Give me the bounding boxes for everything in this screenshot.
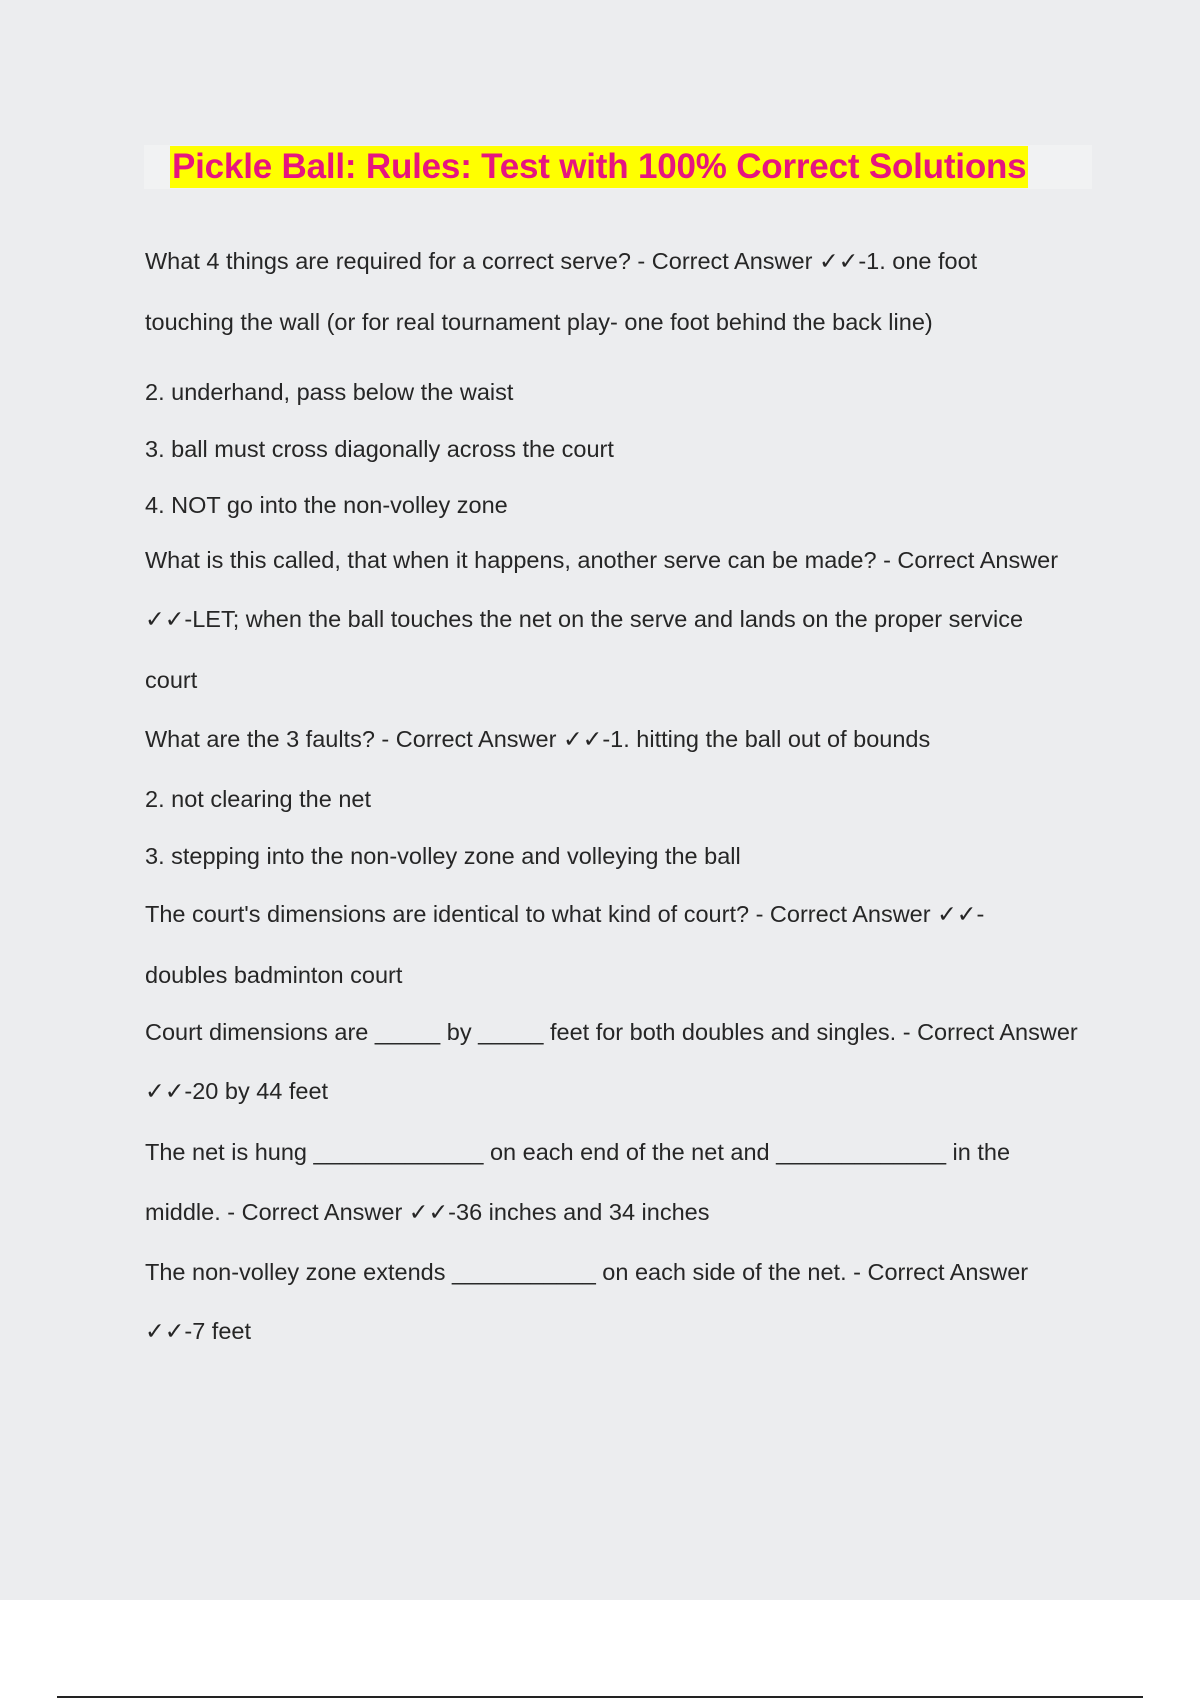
- text-line: ✓✓-7 feet: [145, 1318, 252, 1344]
- text-line: Court dimensions are _____ by _____ feet for both doubles and singles. - Correct Answer: [145, 1019, 1078, 1045]
- text-line: 2. underhand, pass below the waist: [145, 379, 514, 405]
- text-line: What 4 things are required for a correct serve? - Correct Answer ✓✓-1. one foot: [145, 248, 978, 274]
- text-line: 4. NOT go into the non-volley zone: [145, 492, 508, 518]
- text-line: ✓✓-LET; when the ball touches the net on the serve and lands on the proper service: [145, 606, 1024, 632]
- text-line: What is this called, that when it happens, another serve can be made? - Correct Answer: [145, 547, 1059, 573]
- text-line: The net is hung _____________ on each end of the net and _____________ in the: [145, 1139, 1011, 1165]
- text-line: 3. stepping into the non-volley zone and volleying the ball: [145, 843, 741, 869]
- text-line: The non-volley zone extends ___________ on each side of the net. - Correct Answer: [145, 1259, 1029, 1285]
- document-title: Pickle Ball: Rules: Test with 100% Correct Solutions: [172, 147, 1027, 186]
- text-line: touching the wall (or for real tournament play- one foot behind the back line): [145, 309, 933, 335]
- text-line: 2. not clearing the net: [145, 786, 372, 812]
- text-line: 3. ball must cross diagonally across the court: [145, 436, 614, 462]
- text-line: court: [145, 667, 198, 693]
- text-line: What are the 3 faults? - Correct Answer ✓✓-1. hitting the ball out of bounds: [145, 726, 931, 752]
- bottom-rule: [57, 1696, 1143, 1698]
- text-line: The court's dimensions are identical to what kind of court? - Correct Answer ✓✓-: [145, 901, 985, 927]
- text-line: ✓✓-20 by 44 feet: [145, 1078, 329, 1104]
- text-line: doubles badminton court: [145, 962, 403, 988]
- text-line: middle. - Correct Answer ✓✓-36 inches and 34 inches: [145, 1199, 710, 1225]
